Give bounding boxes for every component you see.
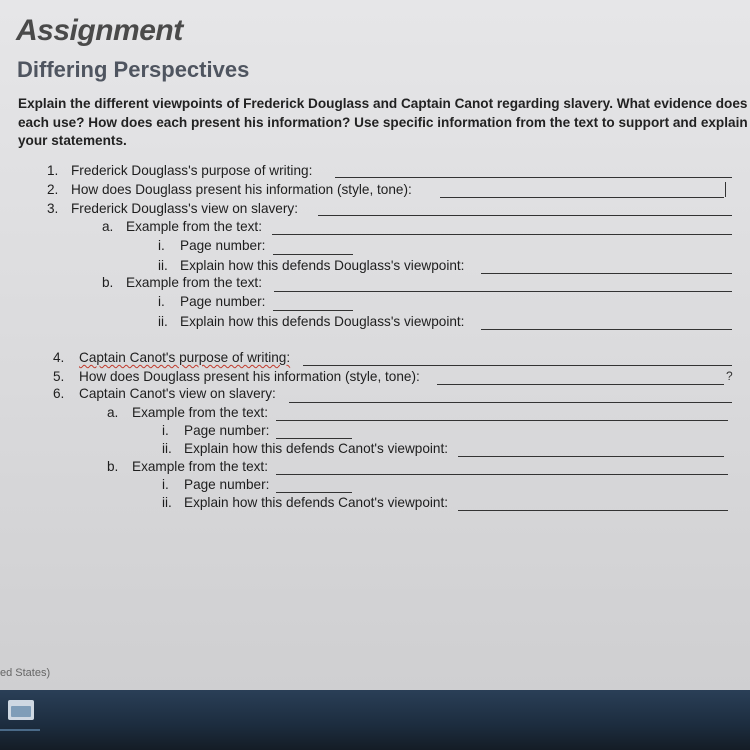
answer-line-6a-i[interactable] xyxy=(276,438,352,439)
answer-line-6a-ii[interactable] xyxy=(458,456,724,457)
question-3a-ii: ii. Explain how this defends Douglass's viewpoint: xyxy=(158,258,465,273)
answer-line-2[interactable] xyxy=(440,197,724,198)
active-app-indicator xyxy=(0,729,40,731)
question-3a-i: i. Page number: xyxy=(158,238,266,253)
end-mark-5: ? xyxy=(726,369,733,383)
answer-line-6a[interactable] xyxy=(276,420,728,421)
answer-line-3a[interactable] xyxy=(272,234,732,235)
question-1: 1. Frederick Douglass's purpose of writing: xyxy=(47,163,313,178)
answer-line-1[interactable] xyxy=(335,177,732,178)
question-6a-i: i. Page number: xyxy=(162,423,270,438)
answer-line-3[interactable] xyxy=(318,215,732,216)
answer-line-6b-i[interactable] xyxy=(276,492,352,493)
answer-line-5[interactable] xyxy=(437,384,724,385)
answer-line-4[interactable] xyxy=(303,365,732,366)
question-2: 2. How does Douglass present his information (style, tone): xyxy=(47,182,412,197)
question-6b-i: i. Page number: xyxy=(162,477,270,492)
question-3b-i: i. Page number: xyxy=(158,294,266,309)
question-6a: a. Example from the text: xyxy=(107,405,268,420)
taskbar xyxy=(0,690,750,750)
question-6: 6. Captain Canot's view on slavery: xyxy=(53,386,276,401)
question-6b: b. Example from the text: xyxy=(107,459,268,474)
answer-line-3a-ii[interactable] xyxy=(481,273,732,274)
answer-line-3b-ii[interactable] xyxy=(481,329,732,330)
question-4: 4. Captain Canot's purpose of writing: xyxy=(53,350,291,365)
page-title: Assignment xyxy=(16,14,183,47)
question-6a-ii: ii. Explain how this defends Canot's viewpoint: xyxy=(162,441,449,456)
question-3a: a. Example from the text: xyxy=(102,219,262,234)
question-5: 5. How does Douglass present his information (style, tone): xyxy=(53,369,420,384)
page-subtitle: Differing Perspectives xyxy=(17,57,250,82)
answer-line-3a-i[interactable] xyxy=(273,254,353,255)
status-bar-language: ed States) xyxy=(0,667,51,679)
instructions-text: Explain the different viewpoints of Frederick Douglass and Captain Canot regarding slavery. What evidence does each use? How does each present his information? Use specific information from the text to support and explain your statements. xyxy=(18,96,748,148)
answer-line-3b[interactable] xyxy=(274,291,732,292)
question-6b-ii: ii. Explain how this defends Canot's viewpoint: xyxy=(162,495,449,510)
question-3b-ii: ii. Explain how this defends Douglass's viewpoint: xyxy=(158,314,465,329)
file-explorer-icon[interactable] xyxy=(8,700,34,720)
answer-line-6b[interactable] xyxy=(276,474,728,475)
answer-line-3b-i[interactable] xyxy=(273,310,353,311)
question-3: 3. Frederick Douglass's view on slavery: xyxy=(47,201,298,216)
question-3b: b. Example from the text: xyxy=(102,275,262,290)
answer-line-6b-ii[interactable] xyxy=(458,510,728,511)
answer-line-6[interactable] xyxy=(289,402,732,403)
text-cursor xyxy=(725,182,726,197)
